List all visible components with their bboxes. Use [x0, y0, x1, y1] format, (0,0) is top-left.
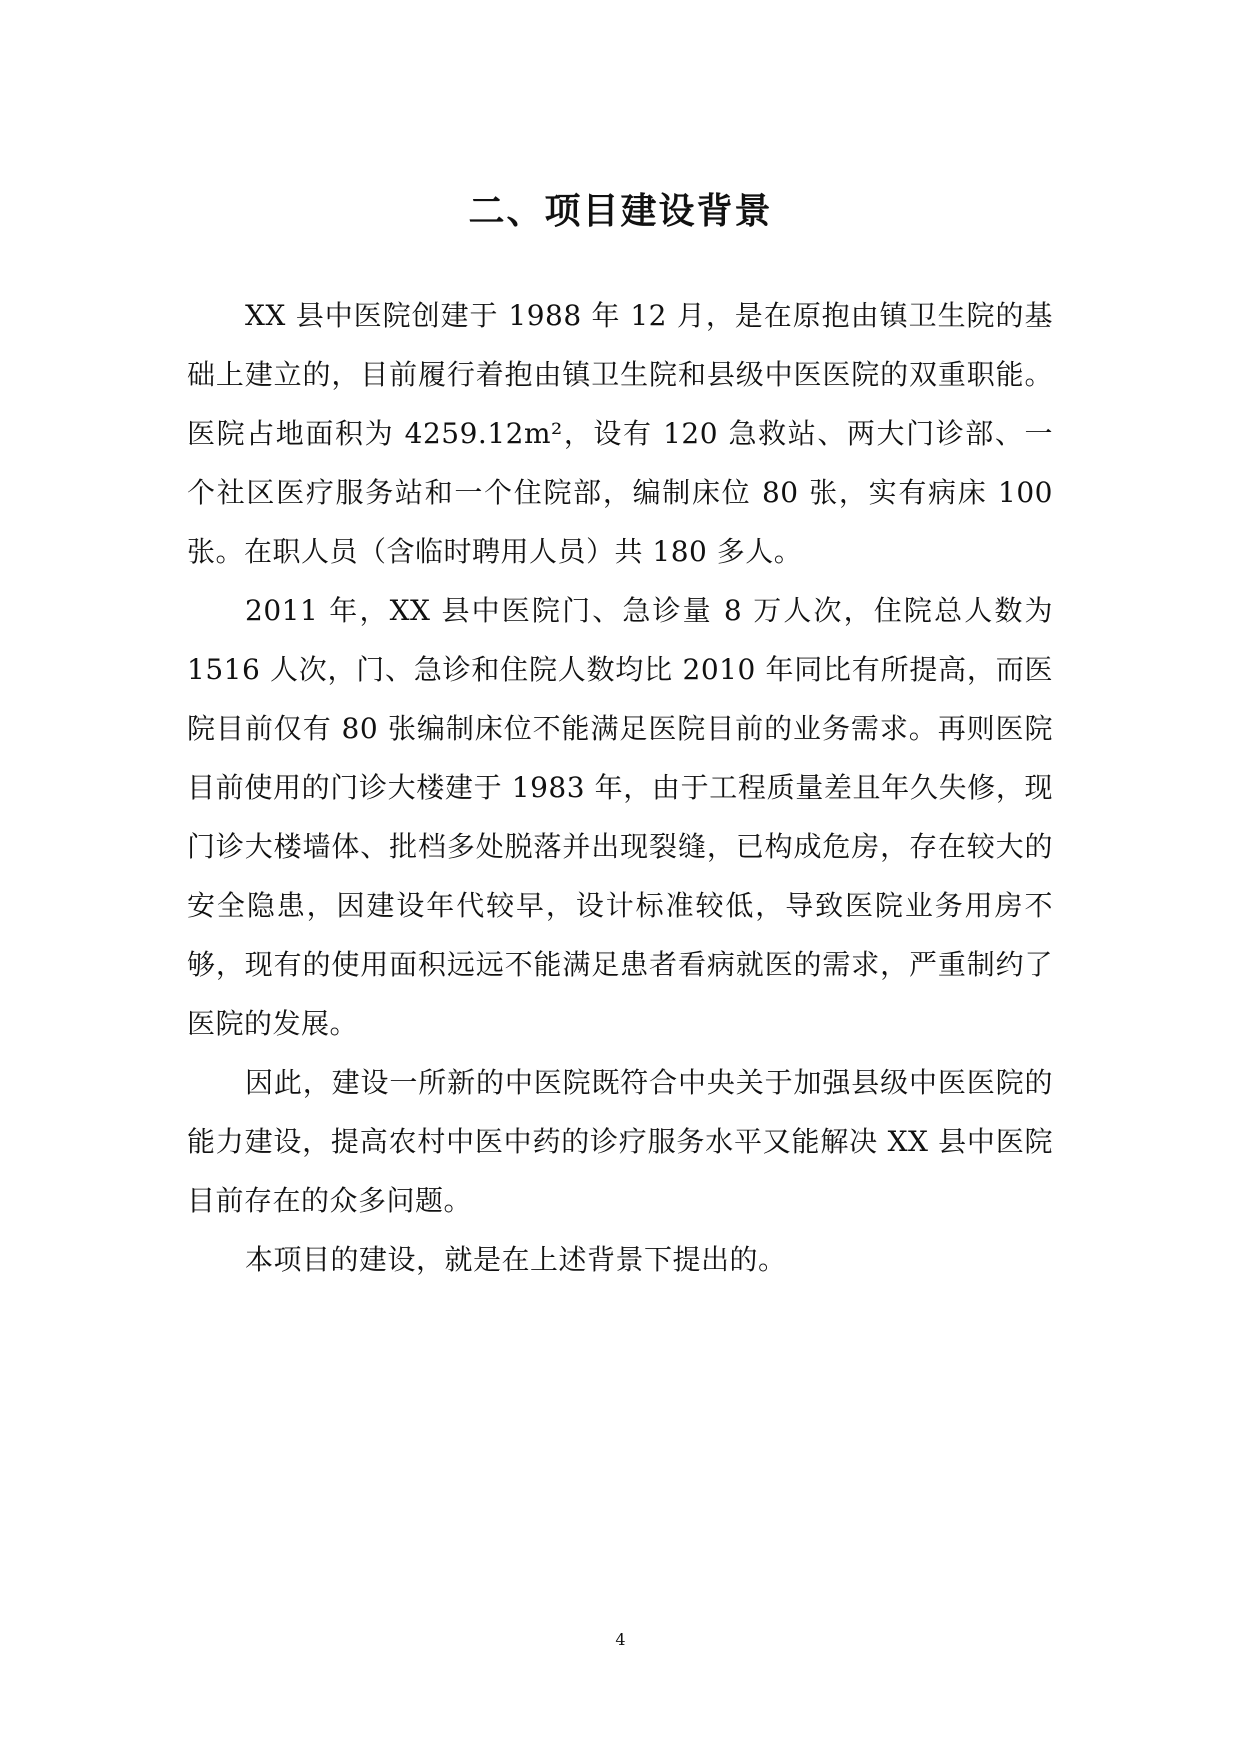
- paragraph-hospital-overview: XX 县中医院创建于 1988 年 12 月，是在原抱由镇卫生院的基础上建立的，目前履行着抱由镇卫生院和县级中医医院的双重职能。医院占地面积为 4259.12m²，设有 120 急救站、两大门诊部、一个社区医疗服务站和一个住院部，编制床位 80 张，实有病床 100 张。在职人员（含临时聘用人员）共 180 多人。: [187, 299, 1053, 568]
- paragraph-summary: 本项目的建设，就是在上述背景下提出的。: [245, 1243, 787, 1276]
- paragraph-conclusion: 因此，建设一所新的中医院既符合中央关于加强县级中医医院的能力建设，提高农村中医中药的诊疗服务水平又能解决 XX 县中医院目前存在的众多问题。: [187, 1066, 1053, 1217]
- section-title: 二、项目建设背景: [468, 191, 773, 232]
- paragraph-current-problems: 2011 年，XX 县中医院门、急诊量 8 万人次，住院总人数为 1516 人次，门、急诊和住院人数均比 2010 年同比有所提高，而医院目前仅有 80 张编制床位不能满足医院目前的业务需求。再则医院目前使用的门诊大楼建于 1983 年，由于工程质量差且年久失修，现门诊大楼墙体、批档多处脱落并出现裂缝，已构成危房，存在较大的安全隐患，因建设年代较早，设计标准较低，导致医院业务用房不够，现有的使用面积远远不能满足患者看病就医的需求，严重制约了医院的发展。: [187, 594, 1053, 1040]
- body-text: [187, 286, 1053, 1289]
- page-number: 4: [615, 1630, 626, 1649]
